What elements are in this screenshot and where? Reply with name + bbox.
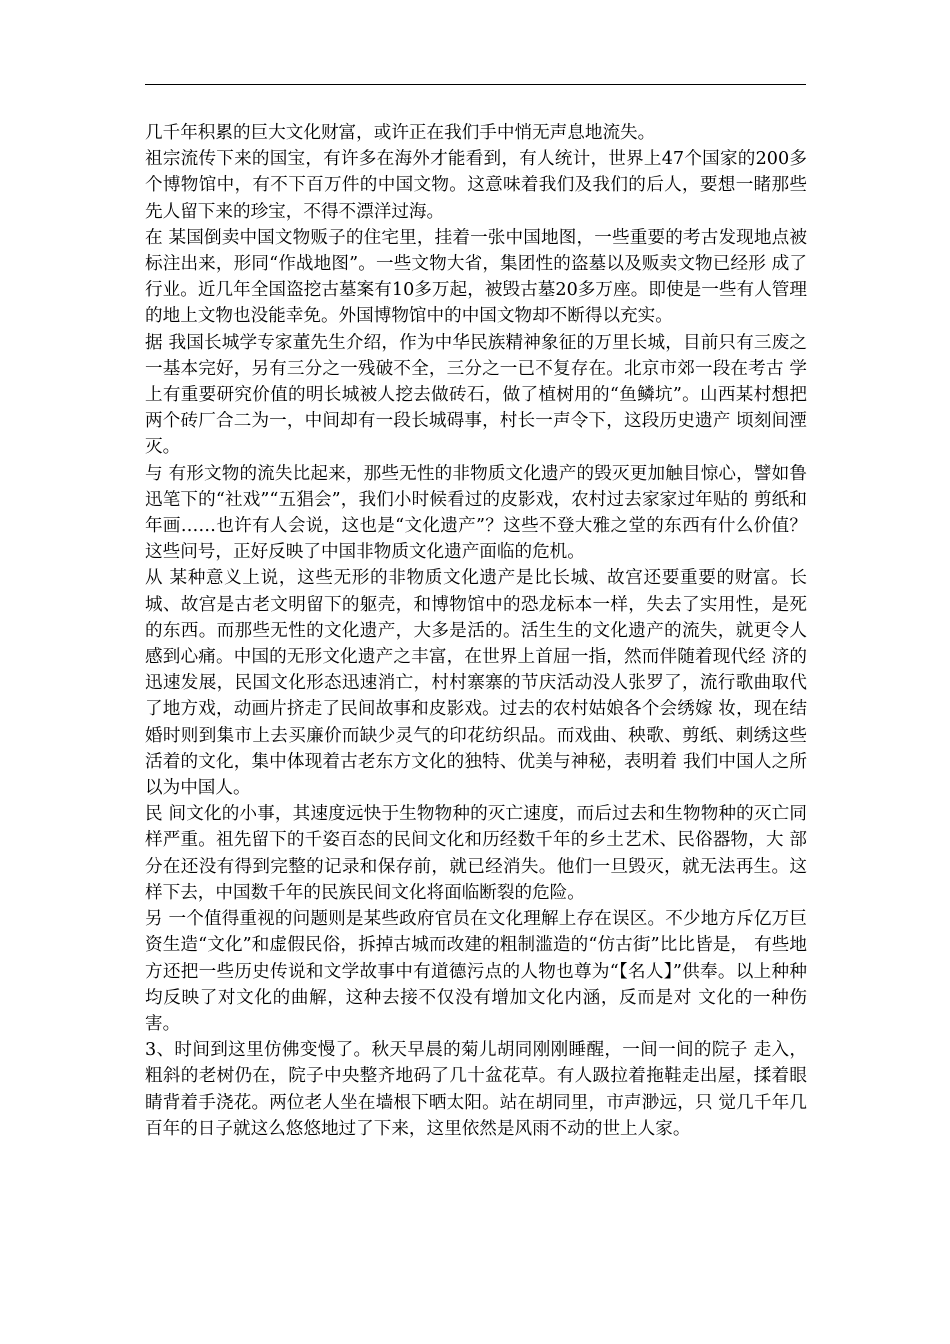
article-body: [145, 120, 807, 1142]
paragraph-3: 在 某国倒卖中国文物贩子的住宅里，挂着一张中国地图，一些重要的考古发现地点被标注出来，形同“作战地图”。一些文物大省，集团性的盗墓以及贩卖文物已经形 成了行业。近几年全国盗挖古墓案有10多万起，被毁古墓20多万座。即使是一些有人管理的地上文物也没能幸免。外国博物馆中的中国文物却不断得以充实。: [145, 227, 807, 327]
paragraph-4: 据 我国长城学专家董先生介绍，作为中华民族精神象征的万里长城，目前只有三废之一基本完好，另有三分之一残破不全，三分之一已不复存在。北京市郊一段在考古 学上有重要研究价值的明长城被人挖去做砖石，做了植树用的“鱼鳞坑”。山西某村想把两个砖厂合二为一，中间却有一段长城碍事，村长一声令下，这段历史遗产 顷刻间湮灭。: [145, 332, 807, 458]
paragraph-6: 从 某种意义上说，这些无形的非物质文化遗产是比长城、故宫还要重要的财富。长城、故宫是古老文明留下的躯壳，和博物馆中的恐龙标本一样，失去了实用性，是死 的东西。而那些无性的文化遗产，大多是活的。活生生的文化遗产的流失，就更令人感到心痛。中国的无形文化遗产之丰富，在世界上首屈一指，然而伴随着现代经 济的迅速发展，民国文化形态迅速消亡，村村寨寨的节庆活动没人张罗了，流行歌曲取代了地方戏，动画片挤走了民间故事和皮影戏。过去的农村姑娘各个会绣嫁 妆，现在结婚时则到集市上去买廉价而缺少灵气的印花纺织品。而戏曲、秧歌、剪纸、刺绣这些活着的文化，集中体现着古老东方文化的独特、优美与神秘，表明着 我们中国人之所以为中国人。: [145, 568, 807, 799]
paragraph-1: 几千年积累的巨大文化财富，或许正在我们手中悄无声息地流失。: [145, 123, 656, 143]
paragraph-8: 另 一个值得重视的问题则是某些政府官员在文化理解上存在误区。不少地方斥亿万巨资生造“文化”和虚假民俗，拆掉古城而改建的粗制滥造的“仿古街”比比皆是， 有些地方还把一些历史传说和文学故事中有道德污点的人物也尊为“【名人】”供奉。以上种种均反映了对文化的曲解，这种去接不仅没有增加文化内涵，反而是对 文化的一种伤害。: [145, 909, 807, 1034]
paragraph-5: 与 有形文物的流失比起来，那些无性的非物质文化遗产的毁灭更加触目惊心，譬如鲁迅笔下的“社戏”“五猖会”，我们小时候看过的皮影戏，农村过去家家过年贴的 剪纸和年画……也许有人会说，这也是“文化遗产”？这些不登大雅之堂的东西有什么价值？这些问号，正好反映了中国非物质文化遗产面临的危机。: [145, 463, 807, 563]
paragraph-2: 祖宗流传下来的国宝，有许多在海外才能看到，有人统计，世界上47个国家的200多个博物馆中，有不下百万件的中国文物。这意味着我们及我们的后人，要想一睹那些先人留下来的珍宝，不得不漂洋过海。: [145, 149, 807, 222]
header-rule: [145, 84, 806, 85]
paragraph-7: 民 间文化的小事，其速度远快于生物物种的灭亡速度，而后过去和生物物种的灭亡同样严重。祖先留下的千姿百态的民间文化和历经数千年的乡土艺术、民俗器物，大 部分在还没有得到完整的记录和保存前，就已经消失。他们一旦毁灭，就无法再生。这样下去，中国数千年的民族民间文化将面临断裂的危险。: [145, 804, 807, 903]
paragraph-9: 3、时间到这里仿佛变慢了。秋天早晨的菊儿胡同刚刚睡醒，一间一间的院子 走入，粗斜的老树仍在，院子中央整齐地码了几十盆花草。有人趿拉着拖鞋走出屋，揉着眼睛背着手浇花。两位老人坐在墙根下晒太阳。站在胡同里，市声渺远，只 觉几千年几百年的日子就这么悠悠地过了下来，这里依然是风雨不动的世上人家。: [145, 1040, 807, 1139]
